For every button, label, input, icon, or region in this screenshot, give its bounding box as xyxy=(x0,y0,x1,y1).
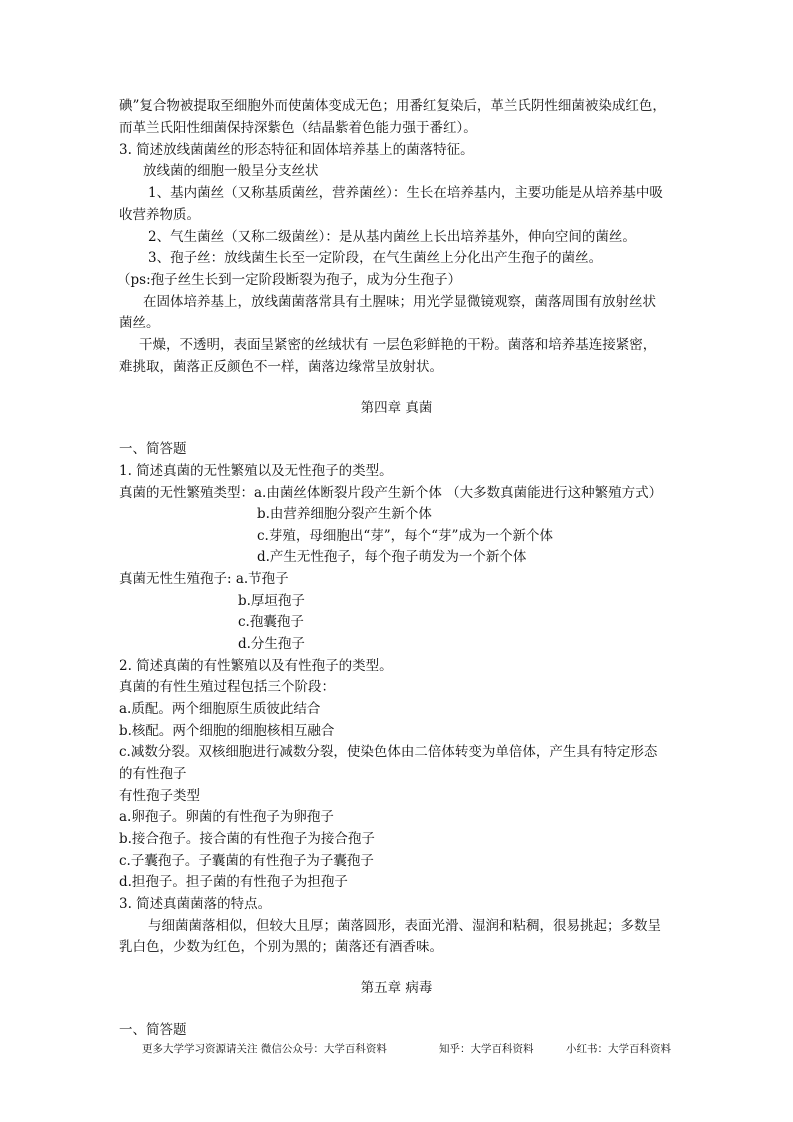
chapter-heading: 第五章 病毒 xyxy=(360,980,433,996)
question-line: 1. 简述真菌的无性繁殖以及无性孢子的类型。 xyxy=(119,463,393,479)
paragraph-line: 的有性孢子 xyxy=(119,766,187,782)
list-item: 1、基内菌丝（又称基质菌丝，营养菌丝）：生长在培养基内，主要功能是从培养基中吸 xyxy=(148,185,663,201)
paragraph-line: 在固体培养基上，放线菌菌落常具有土腥味；用光学显微镜观察，菌落周围有放射丝状 xyxy=(143,294,656,310)
list-item: b.接合孢子。接合菌的有性孢子为接合孢子 xyxy=(119,831,375,847)
paragraph-line: 收营养物质。 xyxy=(119,207,200,223)
list-item: b.厚垣孢子 xyxy=(238,593,305,609)
list-item: b.由营养细胞分裂产生新个体 xyxy=(257,506,432,522)
paragraph-line: 放线菌的细胞一般呈分支丝状 xyxy=(143,163,319,179)
footer-xiaohongshu: 小红书：大学百科资料 xyxy=(566,1043,671,1055)
paragraph-line: 有性孢子类型 xyxy=(119,788,200,804)
list-item: d.分生孢子 xyxy=(238,636,305,652)
paragraph-line: 与细菌菌落相似，但较大且厚；菌落圆形，表面光滑、湿润和粘稠，很易挑起；多数呈 xyxy=(148,918,661,934)
section-heading: 一、简答题 xyxy=(119,1022,187,1038)
footer-wechat: 更多大学学习资源请关注 微信公众号：大学百科资料 xyxy=(142,1043,387,1055)
paragraph-line: 碘”复合物被提取至细胞外而使菌体变成无色；用番红复染后，革兰氏阴性细菌被染成红色， xyxy=(119,98,666,114)
question-line: 3. 简述放线菌菌丝的形态特征和固体培养基上的菌落特征。 xyxy=(119,142,474,158)
footer-zhihu: 知乎：大学百科资料 xyxy=(439,1043,534,1055)
list-item: c.芽殖，母细胞出“芽”，每个“芽”成为一个新个体 xyxy=(257,528,553,544)
list-item: 3、孢子丝：放线菌生长至一定阶段，在气生菌丝上分化出产生孢子的菌丝。 xyxy=(148,250,603,266)
paragraph-line: 菌丝。 xyxy=(119,315,160,331)
paragraph-line: 干燥，不透明，表面呈紧密的丝绒状有 一层色彩鲜艳的干粉。菌落和培养基连接紧密， xyxy=(139,337,657,353)
paragraph-line: 难挑取，菌落正反颜色不一样，菌落边缘常呈放射状。 xyxy=(119,359,443,375)
question-line: 3. 简述真菌菌落的特点。 xyxy=(119,896,272,912)
paragraph-line: 真菌无性生殖孢子: a.节孢子 xyxy=(119,571,289,587)
list-item: c.子囊孢子。子囊菌的有性孢子为子囊孢子 xyxy=(119,853,374,869)
section-heading: 一、简答题 xyxy=(119,441,187,457)
list-item: c.减数分裂。双核细胞进行减数分裂，使染色体由二倍体转变为单倍体，产生具有特定形态 xyxy=(119,744,658,760)
chapter-heading: 第四章 真菌 xyxy=(360,400,433,416)
question-line: 2. 简述真菌的有性繁殖以及有性孢子的类型。 xyxy=(119,658,393,674)
list-item: c.孢囊孢子 xyxy=(238,614,304,630)
list-item: a.质配。两个细胞原生质彼此结合 xyxy=(119,701,321,717)
list-item: d.担孢子。担子菌的有性孢子为担孢子 xyxy=(119,874,348,890)
paragraph-line: 而革兰氏阳性细菌保持深紫色（结晶紫着色能力强于番红）。 xyxy=(119,120,477,136)
list-item: d.产生无性孢子，每个孢子萌发为一个新个体 xyxy=(257,549,527,565)
paragraph-line: 乳白色，少数为红色，个别为黑的；菌落还有酒香味。 xyxy=(119,939,443,955)
note-line: （ps:孢子丝生长到一定阶段断裂为孢子，成为分生孢子） xyxy=(117,272,462,288)
paragraph-line: 真菌的无性繁殖类型：a.由菌丝体断裂片段产生新个体 （大多数真菌能进行这种繁殖方式） xyxy=(119,485,663,501)
list-item: 2、气生菌丝（又称二级菌丝）：是从基内菌丝上长出培养基外，伸向空间的菌丝。 xyxy=(148,229,636,245)
list-item: a.卵孢子。卵菌的有性孢子为卵孢子 xyxy=(119,809,334,825)
paragraph-line: 真菌的有性生殖过程包括三个阶段： xyxy=(119,679,335,695)
list-item: b.核配。两个细胞的细胞核相互融合 xyxy=(119,723,335,739)
